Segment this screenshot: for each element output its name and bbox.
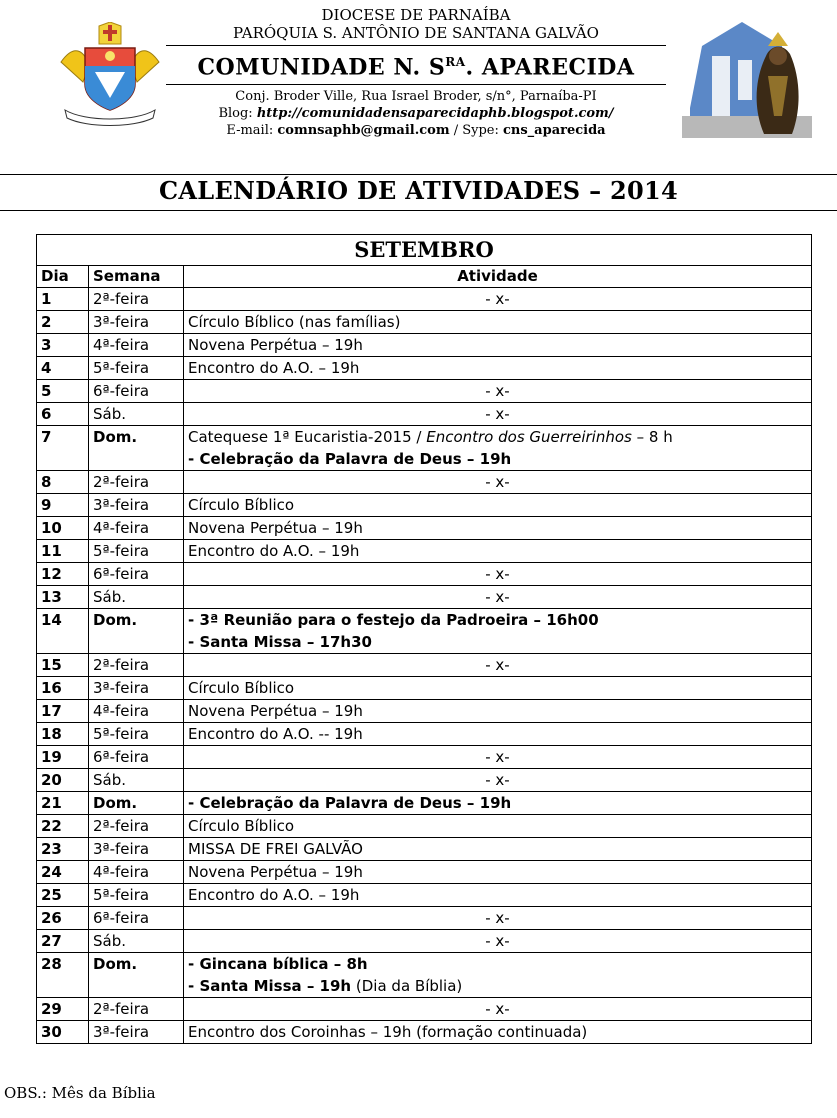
table-row <box>37 426 812 471</box>
table-row <box>37 1021 812 1044</box>
day-cell: 22 <box>37 815 89 838</box>
observation-note: OBS.: Mês da Bíblia <box>4 1084 156 1102</box>
month-heading: SETEMBRO <box>37 235 812 266</box>
day-cell: 17 <box>37 700 89 723</box>
letterhead <box>0 0 837 160</box>
day-cell: 11 <box>37 540 89 563</box>
weekday-cell: Sáb. <box>89 930 184 953</box>
activity-cell: - x- <box>184 288 812 311</box>
table-row <box>37 769 812 792</box>
weekday-cell: 2ª-feira <box>89 998 184 1021</box>
weekday-cell: 3ª-feira <box>89 1021 184 1044</box>
activity-cell: - x- <box>184 471 812 494</box>
day-cell: 15 <box>37 654 89 677</box>
activity-cell: Encontro dos Coroinhas – 19h (formação continuada) <box>184 1021 812 1044</box>
calendar-rows <box>37 288 812 1044</box>
activity-cell: Novena Perpétua – 19h <box>184 334 812 357</box>
weekday-cell: 5ª-feira <box>89 540 184 563</box>
table-row <box>37 609 812 654</box>
weekday-cell: 6ª-feira <box>89 746 184 769</box>
weekday-cell: 3ª-feira <box>89 494 184 517</box>
day-cell: 30 <box>37 1021 89 1044</box>
activity-cell: Encontro do A.O. – 19h <box>184 540 812 563</box>
day-cell: 8 <box>37 471 89 494</box>
table-row <box>37 586 812 609</box>
table-row <box>37 517 812 540</box>
day-cell: 7 <box>37 426 89 471</box>
activity-cell: Encontro do A.O. – 19h <box>184 884 812 907</box>
day-cell: 18 <box>37 723 89 746</box>
activities-calendar-table <box>36 234 812 1044</box>
day-cell: 19 <box>37 746 89 769</box>
activity-cell: - x- <box>184 586 812 609</box>
day-cell: 10 <box>37 517 89 540</box>
church-and-our-lady-image-icon <box>682 16 812 146</box>
table-row <box>37 563 812 586</box>
activity-cell: - x- <box>184 403 812 426</box>
column-header-week: Semana <box>89 266 184 288</box>
table-row <box>37 792 812 815</box>
day-cell: 29 <box>37 998 89 1021</box>
day-cell: 2 <box>37 311 89 334</box>
parish-name: PARÓQUIA S. ANTÔNIO DE SANTANA GALVÃO <box>233 24 599 42</box>
address: Conj. Broder Ville, Rua Israel Broder, s/n°, Parnaíba-PI <box>235 89 597 105</box>
table-row <box>37 998 812 1021</box>
weekday-cell: 2ª-feira <box>89 471 184 494</box>
activity-cell: - Celebração da Palavra de Deus – 19h <box>184 792 812 815</box>
activity-cell: - x- <box>184 930 812 953</box>
table-row <box>37 654 812 677</box>
page-title: CALENDÁRIO DE ATIVIDADES – 2014 <box>158 176 679 205</box>
weekday-cell: 2ª-feira <box>89 288 184 311</box>
weekday-cell: 4ª-feira <box>89 517 184 540</box>
skype-id: cns_aparecida <box>503 123 606 139</box>
day-cell: 20 <box>37 769 89 792</box>
day-cell: 25 <box>37 884 89 907</box>
day-cell: 21 <box>37 792 89 815</box>
weekday-cell: 5ª-feira <box>89 723 184 746</box>
table-row <box>37 311 812 334</box>
activity-cell: - x- <box>184 769 812 792</box>
day-cell: 24 <box>37 861 89 884</box>
weekday-cell: 6ª-feira <box>89 380 184 403</box>
activity-cell: Catequese 1ª Eucaristia-2015 / Encontro dos Guerreirinhos – 8 h - Celebração da Palavra de Deus – 19h <box>184 426 812 471</box>
weekday-cell: 6ª-feira <box>89 907 184 930</box>
weekday-cell: Dom. <box>89 953 184 998</box>
activity-cell: Novena Perpétua – 19h <box>184 517 812 540</box>
table-row <box>37 953 812 998</box>
activity-cell: Círculo Bíblico <box>184 494 812 517</box>
table-row <box>37 540 812 563</box>
day-cell: 9 <box>37 494 89 517</box>
table-row <box>37 930 812 953</box>
weekday-cell: 5ª-feira <box>89 357 184 380</box>
day-cell: 23 <box>37 838 89 861</box>
table-row <box>37 815 812 838</box>
table-row <box>37 884 812 907</box>
table-row <box>37 861 812 884</box>
activity-cell: - x- <box>184 998 812 1021</box>
weekday-cell: Dom. <box>89 609 184 654</box>
day-cell: 27 <box>37 930 89 953</box>
weekday-cell: 4ª-feira <box>89 700 184 723</box>
day-cell: 26 <box>37 907 89 930</box>
activity-cell: - x- <box>184 746 812 769</box>
contact-line: E-mail: comnsaphb@gmail.com / Sype: cns_aparecida <box>226 123 606 139</box>
weekday-cell: Sáb. <box>89 403 184 426</box>
table-row <box>37 494 812 517</box>
activity-cell: - Gincana bíblica – 8h - Santa Missa – 19h (Dia da Bíblia) <box>184 953 812 998</box>
table-row <box>37 380 812 403</box>
day-cell: 16 <box>37 677 89 700</box>
day-cell: 1 <box>37 288 89 311</box>
activity-cell: Círculo Bíblico <box>184 677 812 700</box>
activity-cell: Encontro do A.O. -- 19h <box>184 723 812 746</box>
weekday-cell: Sáb. <box>89 769 184 792</box>
day-cell: 3 <box>37 334 89 357</box>
blog-line: Blog: http://comunidadensaparecidaphb.blogspot.com/ <box>218 106 614 122</box>
day-cell: 12 <box>37 563 89 586</box>
day-cell: 6 <box>37 403 89 426</box>
activity-cell: - x- <box>184 654 812 677</box>
day-cell: 28 <box>37 953 89 998</box>
table-row <box>37 357 812 380</box>
activity-cell: - x- <box>184 907 812 930</box>
table-row <box>37 907 812 930</box>
weekday-cell: 5ª-feira <box>89 884 184 907</box>
activity-cell: - 3ª Reunião para o festejo da Padroeira – 16h00 - Santa Missa – 17h30 <box>184 609 812 654</box>
weekday-cell: 3ª-feira <box>89 838 184 861</box>
weekday-cell: 4ª-feira <box>89 334 184 357</box>
table-row <box>37 746 812 769</box>
blog-link[interactable]: http://comunidadensaparecidaphb.blogspot.com/ <box>256 106 614 122</box>
weekday-cell: 3ª-feira <box>89 677 184 700</box>
table-row <box>37 838 812 861</box>
table-row <box>37 723 812 746</box>
table-row <box>37 471 812 494</box>
table-row <box>37 677 812 700</box>
column-header-day: Dia <box>37 266 89 288</box>
table-row <box>37 403 812 426</box>
table-row <box>37 700 812 723</box>
activity-cell: Encontro do A.O. – 19h <box>184 357 812 380</box>
activity-cell: MISSA DE FREI GALVÃO <box>184 838 812 861</box>
activity-cell: Círculo Bíblico (nas famílias) <box>184 311 812 334</box>
activity-cell: - x- <box>184 563 812 586</box>
column-header-activity: Atividade <box>184 266 812 288</box>
diocese-coat-of-arms-icon <box>55 22 165 132</box>
day-cell: 4 <box>37 357 89 380</box>
weekday-cell: Dom. <box>89 792 184 815</box>
weekday-cell: 2ª-feira <box>89 815 184 838</box>
email-address[interactable]: comnsaphb@gmail.com <box>277 123 450 139</box>
community-name: COMUNIDADE N. $S^{RA}$. APARECIDA <box>197 54 635 81</box>
weekday-cell: Sáb. <box>89 586 184 609</box>
day-cell: 13 <box>37 586 89 609</box>
weekday-cell: 2ª-feira <box>89 654 184 677</box>
day-cell: 5 <box>37 380 89 403</box>
weekday-cell: 3ª-feira <box>89 311 184 334</box>
activity-cell: Círculo Bíblico <box>184 815 812 838</box>
table-row <box>37 288 812 311</box>
table-row <box>37 334 812 357</box>
weekday-cell: 6ª-feira <box>89 563 184 586</box>
activity-cell: - x- <box>184 380 812 403</box>
weekday-cell: 4ª-feira <box>89 861 184 884</box>
day-cell: 14 <box>37 609 89 654</box>
activity-cell: Novena Perpétua – 19h <box>184 700 812 723</box>
activity-cell: Novena Perpétua – 19h <box>184 861 812 884</box>
weekday-cell: Dom. <box>89 426 184 471</box>
diocese-name: DIOCESE DE PARNAÍBA <box>321 6 511 24</box>
